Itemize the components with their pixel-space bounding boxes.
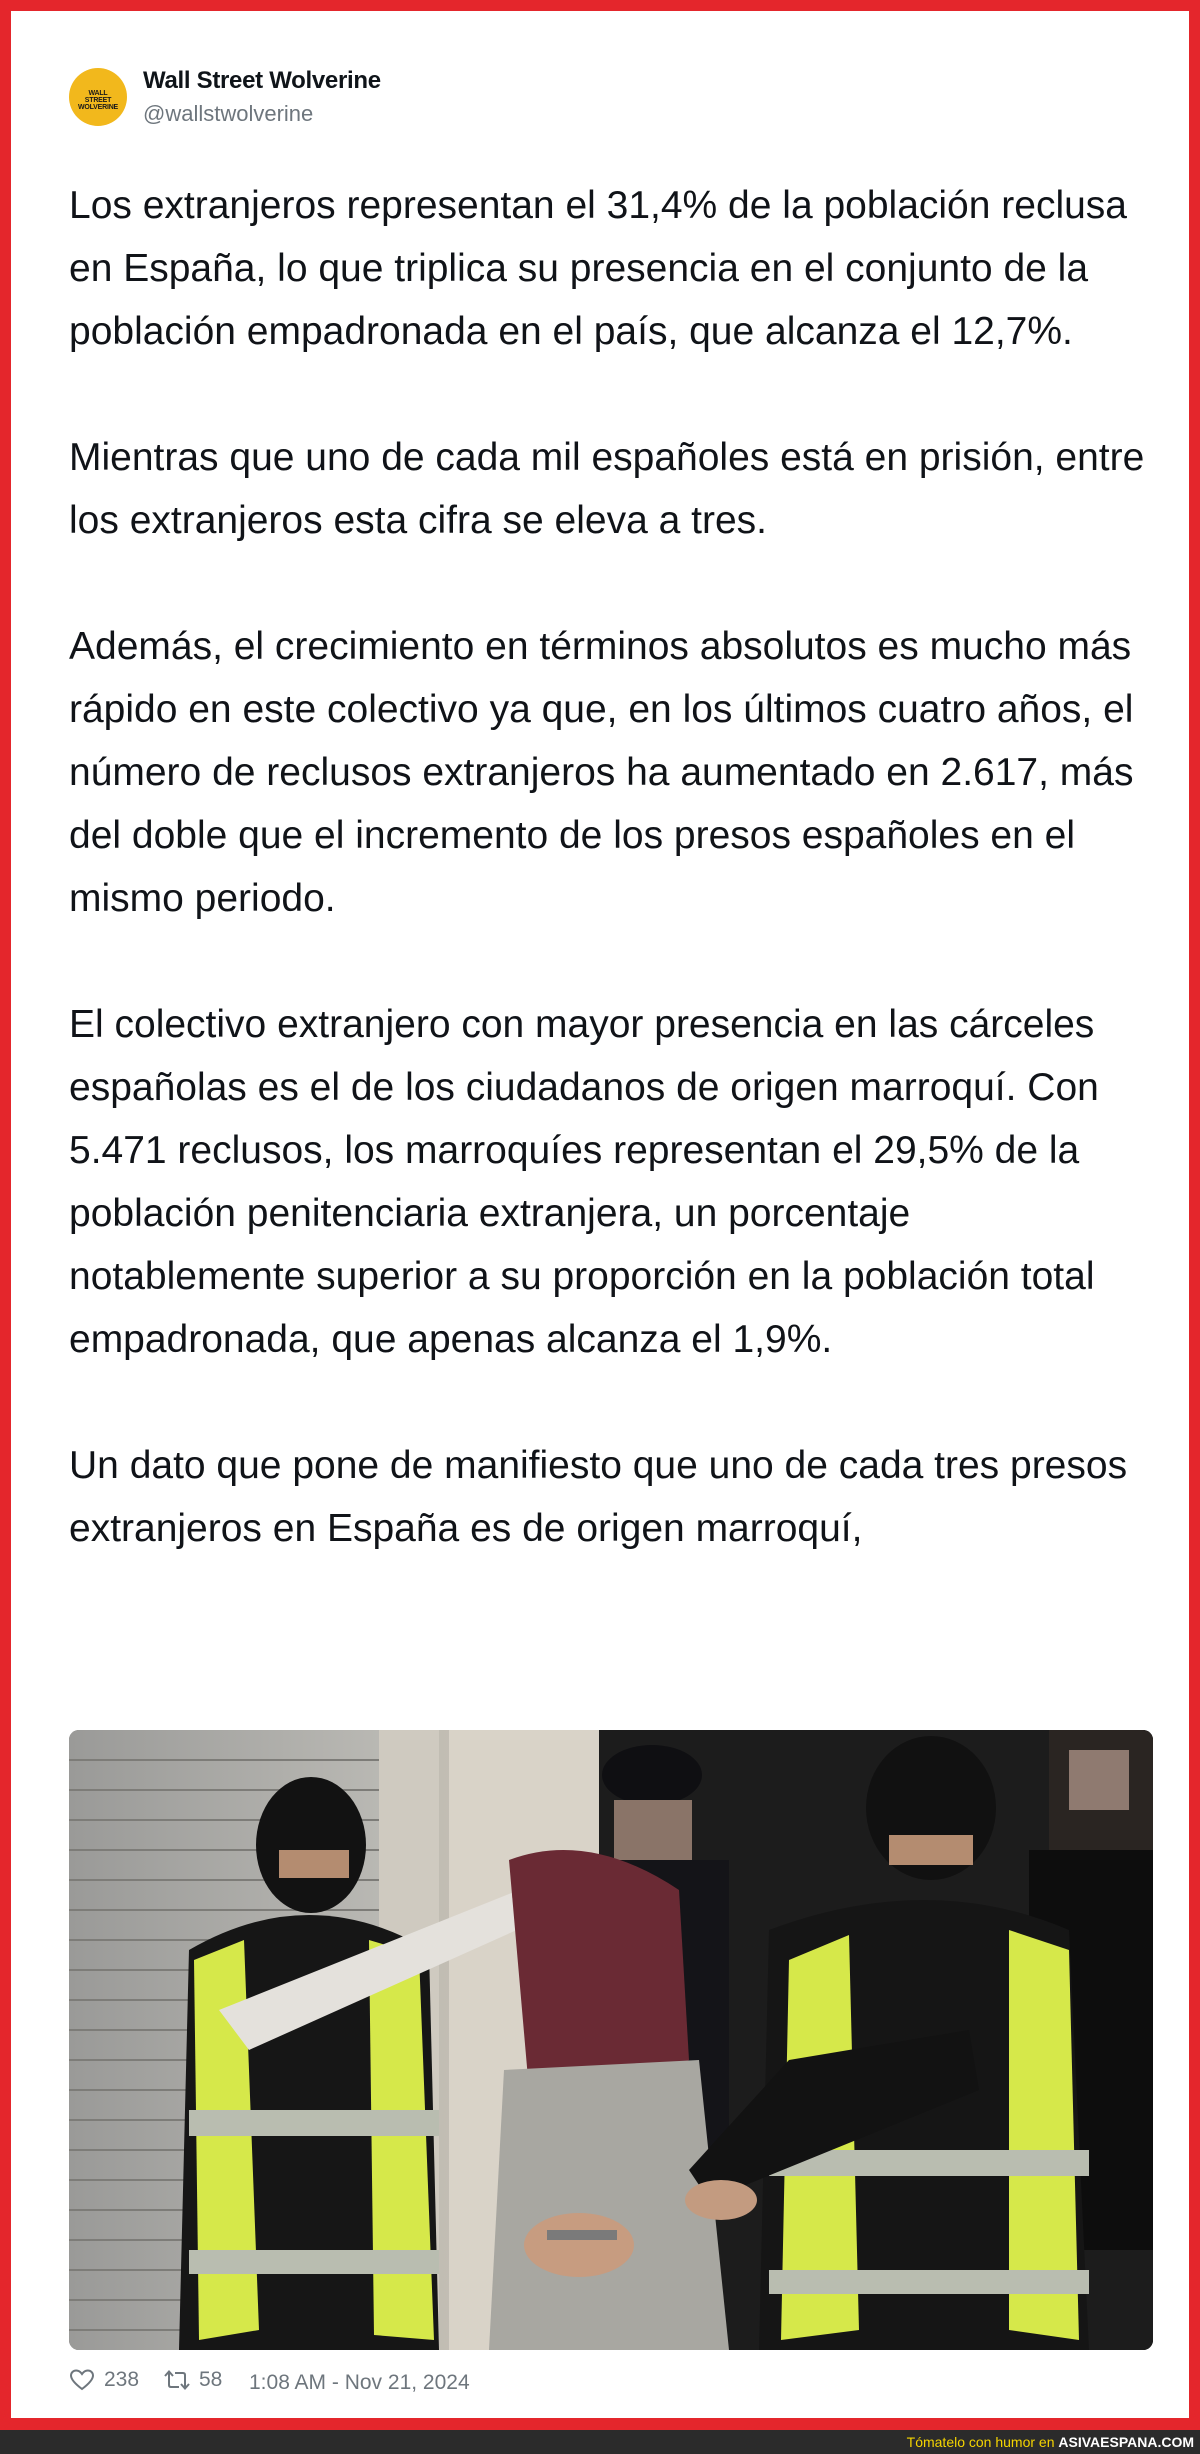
watermark-prefix: Tómatelo con humor en (906, 2434, 1059, 2450)
retweet-icon (163, 2368, 191, 2392)
avatar-logo-text: WALL STREET WOLVERINE (77, 90, 119, 111)
author-name[interactable]: Wall Street Wolverine (143, 67, 381, 94)
tweet-header (69, 66, 669, 132)
arrest-photo-illustration (69, 1730, 1153, 2350)
tweet-timestamp[interactable]: 1:08 AM - Nov 21, 2024 (249, 2371, 470, 2394)
avatar[interactable] (69, 68, 127, 126)
watermark-credit[interactable] (907, 2434, 1194, 2450)
retweet-action[interactable] (163, 2368, 222, 2392)
like-count: 238 (104, 2368, 140, 2391)
tweet-paragraph: Además, el crecimiento en términos absolutos es mucho más rápido en este colectivo ya que, en los últimos cuatro años, el número de reclusos extranjeros ha aumentado en 2.617, más del doble que el incremento de los presos españoles en el mismo periodo. (69, 625, 1134, 920)
tweet-footer (69, 2368, 769, 2402)
retweet-count: 58 (199, 2368, 223, 2391)
heart-icon (69, 2368, 95, 2392)
tweet-paragraph: El colectivo extranjero con mayor presencia en las cárceles españolas es el de los ciudadanos de origen marroquí. Con 5.471 reclusos, los marroquíes representan el 29,5% de la población penitenciaria extranjera, un porcentaje notablemente superior a su proporción en la población total empadronada, que apenas alcanza el 1,9%. (69, 1003, 1099, 1361)
tweet-text (69, 174, 1153, 1560)
like-action[interactable] (69, 2368, 139, 2392)
watermark-brand: ASIVAESPANA.COM (1058, 2434, 1194, 2450)
watermark-bar (0, 2430, 1200, 2454)
tweet-photo[interactable] (69, 1730, 1153, 2350)
author-handle[interactable]: @wallstwolverine (143, 101, 314, 126)
tweet-paragraph: Mientras que uno de cada mil españoles está en prisión, entre los extranjeros esta cifra se eleva a tres. (69, 436, 1145, 542)
tweet-paragraph: Los extranjeros representan el 31,4% de la población reclusa en España, lo que triplica su presencia en el conjunto de la población empadronada en el país, que alcanza el 12,7%. (69, 184, 1127, 353)
tweet-paragraph: Un dato que pone de manifiesto que uno de cada tres presos extranjeros en España es de origen marroquí, (69, 1444, 1128, 1550)
